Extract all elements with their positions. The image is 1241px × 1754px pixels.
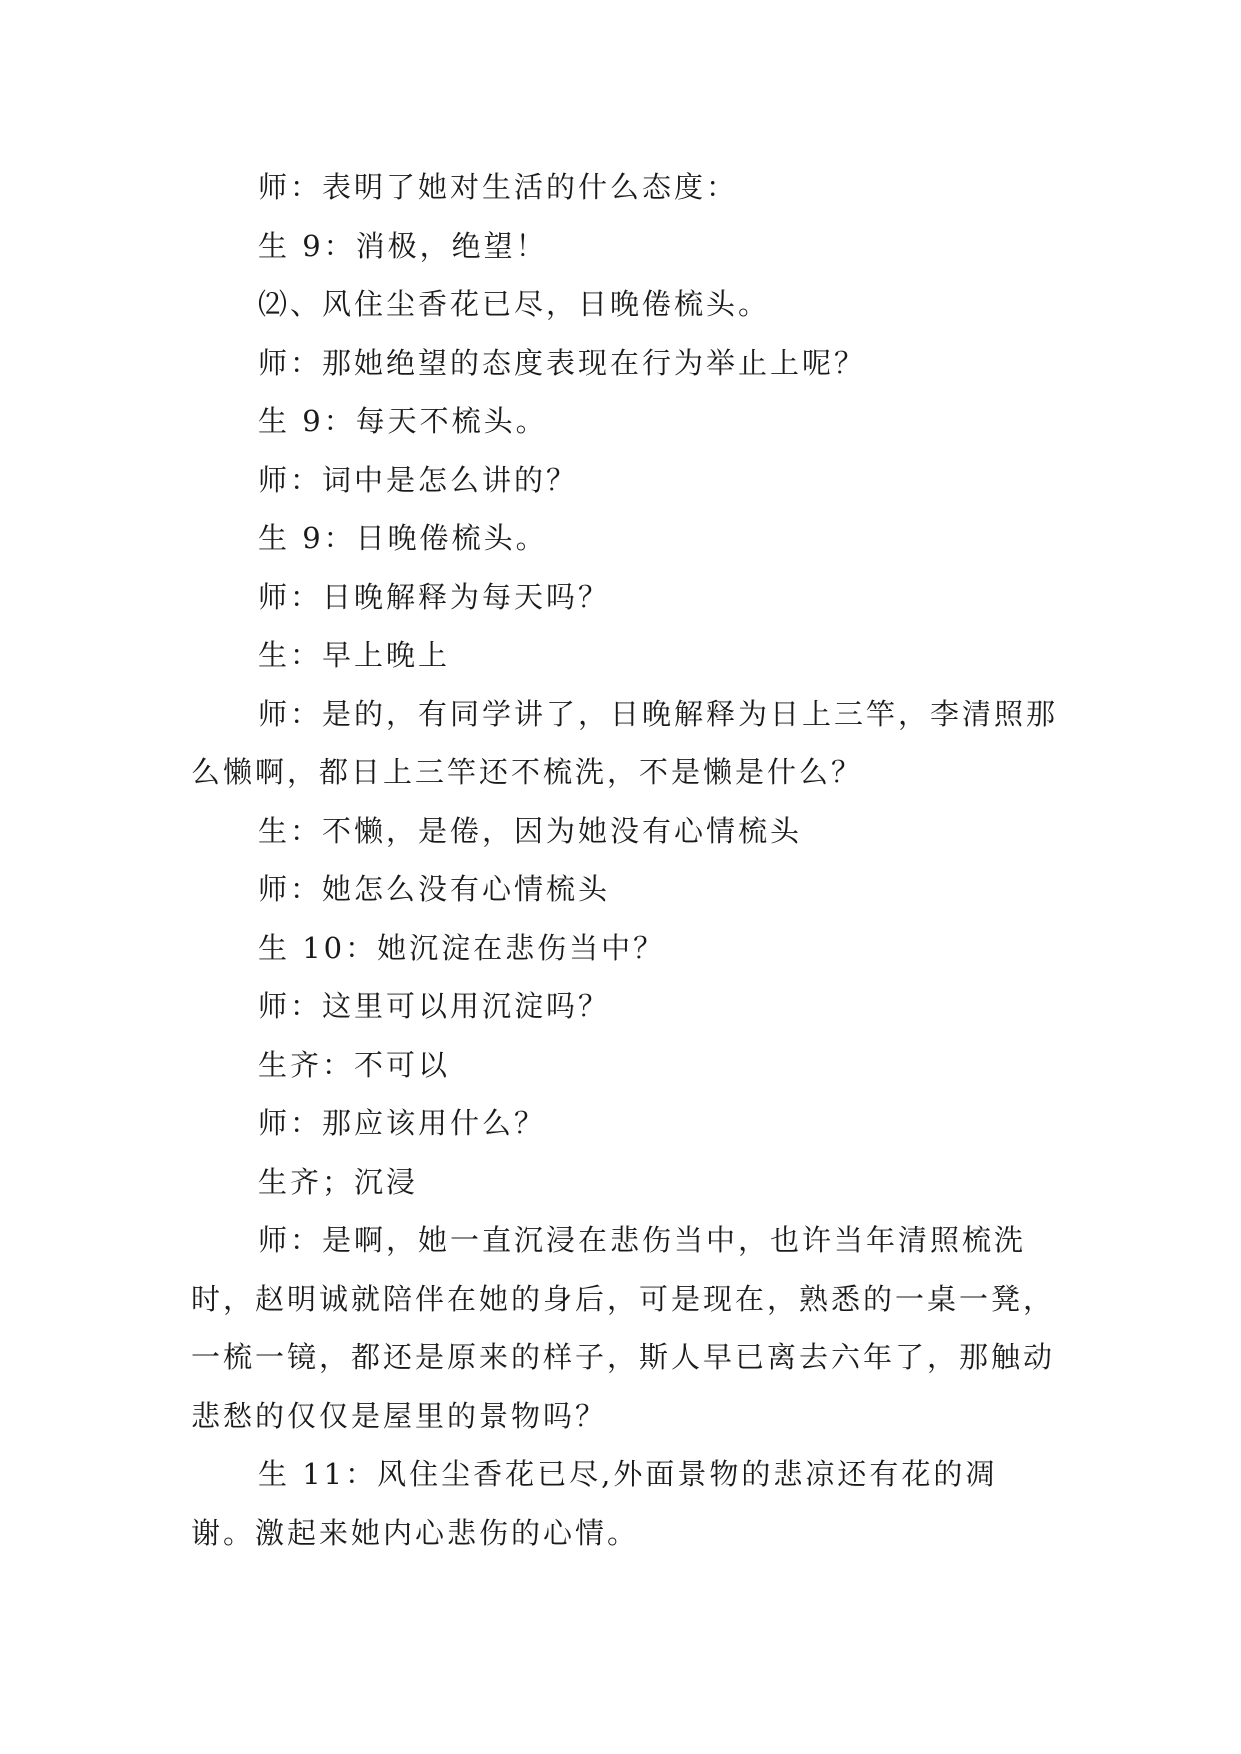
paragraph: 师：她怎么没有心情梳头 <box>258 872 611 906</box>
paragraph: 生 9：日晚倦梳头。 <box>258 521 548 555</box>
paragraph: 师：词中是怎么讲的？ <box>258 462 579 497</box>
paragraph: 师：表明了她对生活的什么态度： <box>258 170 739 204</box>
paragraph: ⑵、风住尘香花已尽，日晚倦梳头。 <box>258 287 771 321</box>
paragraph: 生齐；沉浸 <box>258 1164 419 1199</box>
paragraph: 师：这里可以用沉淀吗？ <box>258 989 611 1023</box>
paragraph: 生 11：风住尘香花已尽,外面景物的悲凉还有花的凋谢。激起来她内心悲伤的心情。 <box>191 1457 998 1550</box>
paragraph: 生：早上晚上 <box>258 638 451 672</box>
paragraph: 师：日晚解释为每天吗？ <box>258 579 611 614</box>
paragraph: 生：不懒，是倦，因为她没有心情梳头 <box>258 813 803 848</box>
paragraph: 师：那她绝望的态度表现在行为举止上呢？ <box>258 345 867 380</box>
paragraph: 生齐：不可以 <box>258 1047 451 1082</box>
paragraph: 师：那应该用什么？ <box>258 1106 547 1140</box>
paragraph: 师：是的，有同学讲了，日晚解释为日上三竿，李清照那么懒啊，都日上三竿还不梳洗，不是懒是什么？ <box>191 696 1059 789</box>
paragraph: 师：是啊，她一直沉浸在悲伤当中，也许当年清照梳洗时，赵明诚就陪伴在她的身后，可是现在，熟悉的一桌一凳，一梳一镜，都还是原来的样子，斯人早已离去六年了，那触动悲愁的仅仅是屋里的景物吗？ <box>191 1223 1056 1433</box>
paragraph: 生 10：她沉淀在悲伤当中？ <box>258 930 666 965</box>
paragraph: 生 9：每天不梳头。 <box>258 404 548 438</box>
paragraph: 生 9：消极，绝望！ <box>258 228 548 263</box>
document-body <box>191 158 1061 1562</box>
